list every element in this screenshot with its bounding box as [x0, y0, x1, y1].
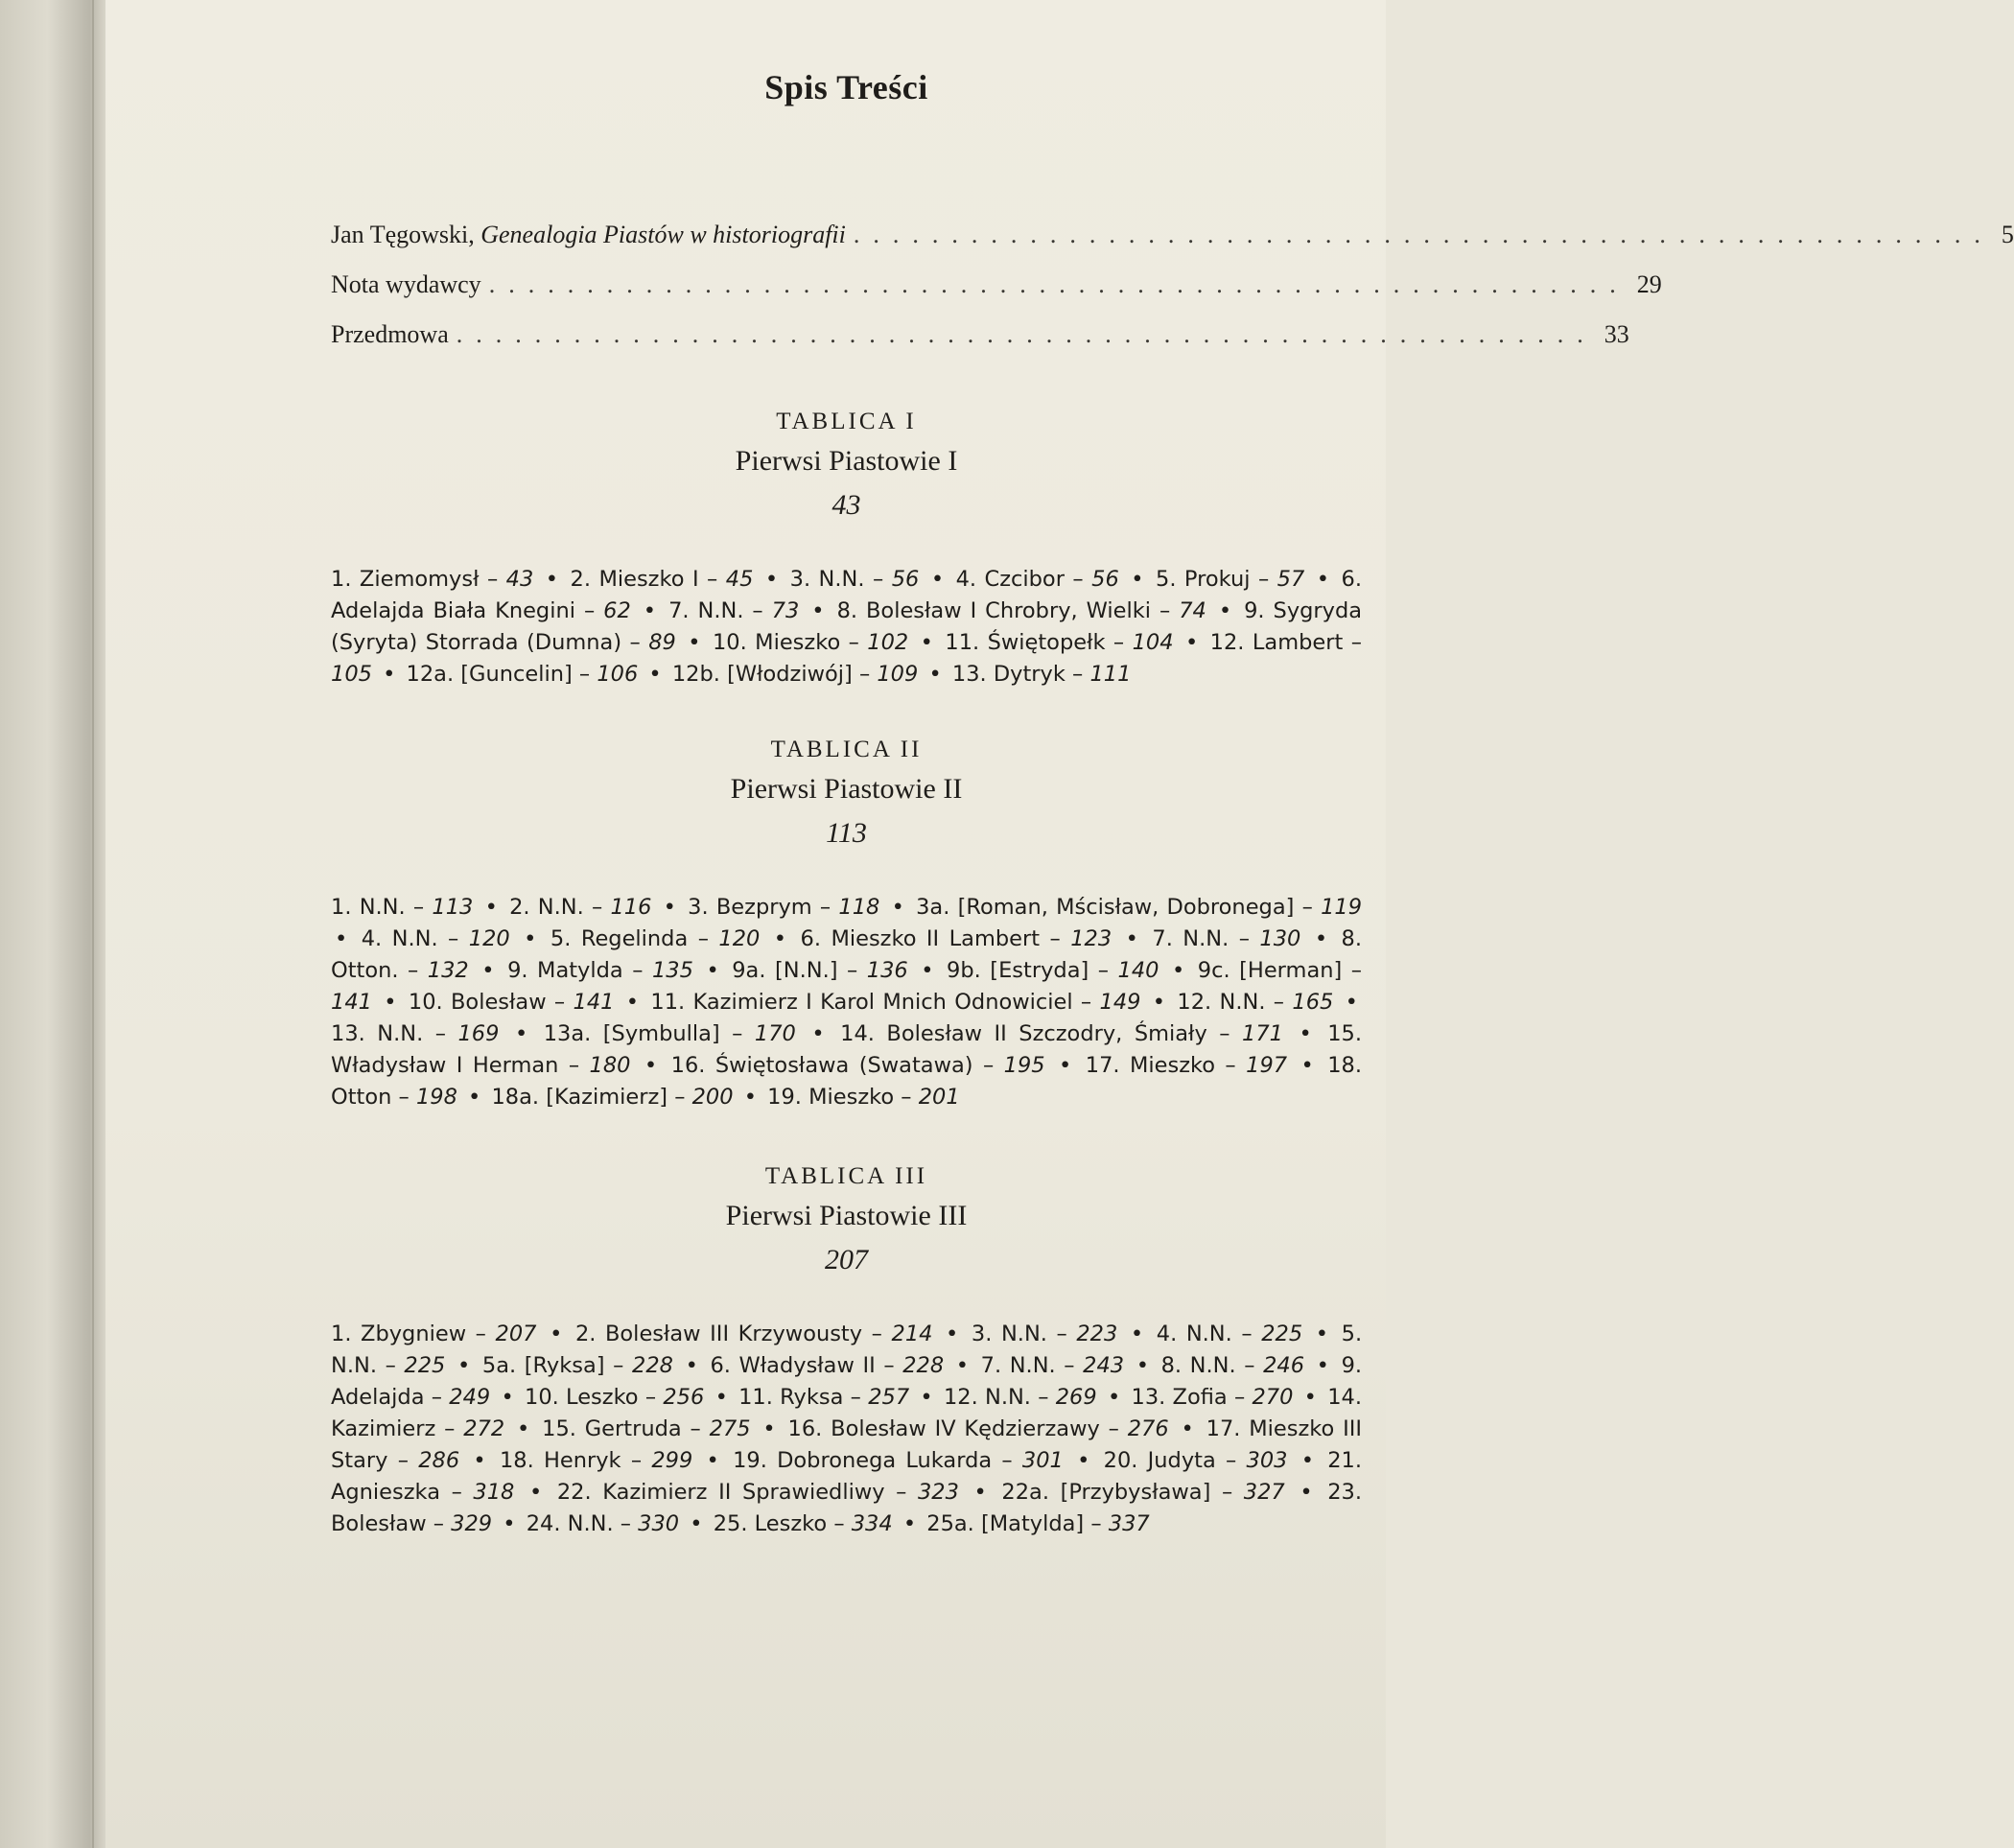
bullet-separator: • — [1059, 1053, 1072, 1078]
entry-name: 4. N.N. – — [361, 926, 469, 951]
entry-name: 12. Lambert – — [1209, 630, 1362, 655]
entry-name: 13. Dytryk – — [951, 662, 1090, 687]
section-label: TABLICA II — [770, 737, 923, 762]
toc-author: Jan Tęgowski, — [331, 221, 481, 248]
entry-page: 225 — [404, 1353, 446, 1378]
entry-page: 327 — [1243, 1480, 1285, 1505]
bullet-separator: • — [524, 926, 537, 951]
entry-page: 169 — [457, 1021, 500, 1046]
entry-name: 6. Adelajda Biała Knegini – — [331, 567, 1362, 623]
entry-name: 9. Adelajda – — [331, 1353, 1363, 1410]
entry-page: 299 — [651, 1448, 693, 1473]
entry-name: 14. Bolesław II Szczodry, Śmiały – — [840, 1021, 1242, 1046]
leader-dots: .......................................................... — [853, 221, 1994, 248]
entry-item — [947, 958, 1159, 983]
entry-name: 12a. [Guncelin] – — [406, 662, 597, 687]
entry-name: 22a. [Przybysława] – — [1001, 1480, 1244, 1505]
entry-item — [801, 926, 1112, 951]
entry-page: 113 — [432, 895, 474, 920]
entry-name: 4. N.N. – — [1156, 1322, 1262, 1346]
bullet-separator: • — [955, 1353, 970, 1378]
bullet-separator: • — [644, 1053, 658, 1078]
entry-name: 25. Leszko – — [713, 1511, 852, 1536]
entry-item — [409, 990, 615, 1015]
section-page: 113 — [826, 817, 867, 849]
entry-name: 6. Władysław II – — [710, 1353, 903, 1378]
entry-item — [837, 598, 1206, 623]
entry-name: 18. Otton – — [331, 1053, 1363, 1110]
entry-item — [509, 895, 651, 920]
entry-page: 214 — [891, 1322, 933, 1346]
entry-name: 9. Matylda – — [507, 958, 652, 983]
bullet-separator: • — [1218, 598, 1232, 623]
entry-page: 249 — [449, 1385, 491, 1410]
entry-page: 170 — [754, 1021, 796, 1046]
toc-page: 33 — [1604, 320, 1629, 348]
bullet-separator: • — [503, 1511, 516, 1536]
bullet-separator: • — [1172, 958, 1185, 983]
entry-name: 14. Kazimierz – — [331, 1385, 1363, 1441]
entry-page: 105 — [331, 662, 372, 687]
bullet-separator: • — [690, 1511, 703, 1536]
entry-item — [1156, 567, 1304, 592]
entry-item — [1086, 1053, 1287, 1078]
entry-page: 323 — [917, 1480, 959, 1505]
entry-item — [733, 1448, 1064, 1473]
entry-name: 23. Bolesław – — [331, 1480, 1363, 1536]
section-label: TABLICA III — [764, 1163, 928, 1189]
bullet-separator: • — [1131, 567, 1144, 592]
entry-page: 246 — [1263, 1353, 1305, 1378]
toc-title: Genealogia Piastów w historiografii — [480, 221, 846, 248]
entry-page: 43 — [505, 567, 534, 592]
entry-name: 8. N.N. – — [1160, 1353, 1264, 1378]
entry-name: 3. Bezprym – — [688, 895, 839, 920]
entry-page: 116 — [610, 895, 652, 920]
entry-page: 141 — [331, 990, 372, 1015]
toc-page: 5 — [2001, 221, 2014, 248]
bullet-separator: • — [1303, 1385, 1317, 1410]
bullet-separator: • — [1107, 1385, 1121, 1410]
entry-name: 19. Mieszko – — [767, 1085, 919, 1110]
bullet-separator: • — [714, 1385, 728, 1410]
entry-page: 276 — [1127, 1416, 1169, 1441]
entry-page: 195 — [1003, 1053, 1045, 1078]
entry-item — [732, 958, 908, 983]
entry-item — [407, 662, 639, 687]
toc-label — [331, 221, 846, 249]
entry-name: 13a. [Symbulla] – — [543, 1021, 755, 1046]
bullet-separator: • — [688, 630, 701, 655]
entry-name: 1. Zbygniew – — [331, 1322, 496, 1346]
bullet-separator: • — [473, 1448, 486, 1473]
entry-page: 120 — [718, 926, 761, 951]
bullet-separator: • — [973, 1480, 987, 1505]
entry-item — [1161, 1353, 1304, 1378]
section-label: TABLICA I — [776, 409, 917, 434]
bullet-separator: • — [920, 1385, 933, 1410]
entry-page: 171 — [1242, 1021, 1283, 1046]
bullet-separator: • — [1300, 1480, 1313, 1505]
entry-page: 257 — [868, 1385, 910, 1410]
bullet-separator: • — [648, 662, 662, 687]
entry-page: 197 — [1246, 1053, 1288, 1078]
bullet-separator: • — [1181, 1416, 1194, 1441]
entry-page: 337 — [1108, 1511, 1150, 1536]
entry-page: 89 — [648, 630, 676, 655]
section-page: 207 — [825, 1244, 868, 1275]
bullet-separator: • — [685, 1353, 698, 1378]
entry-item — [714, 1511, 893, 1536]
entry-name: 5. Regelinda – — [550, 926, 719, 951]
entry-name: 11. Ryksa – — [738, 1385, 869, 1410]
entry-item — [1132, 1385, 1294, 1410]
entry-item — [527, 1511, 679, 1536]
entry-page: 109 — [877, 662, 919, 687]
entry-name: 12. N.N. – — [1177, 990, 1293, 1015]
entry-item — [790, 567, 920, 592]
entry-page: 275 — [709, 1416, 751, 1441]
entry-item — [525, 1385, 704, 1410]
entry-name: 18a. [Kazimierz] – — [491, 1085, 692, 1110]
entry-name: 1. Ziemomysł – — [331, 567, 506, 592]
section-tablica-2 — [331, 737, 1362, 1113]
entry-item — [981, 1353, 1124, 1378]
entry-page: 56 — [1091, 567, 1119, 592]
entry-item — [710, 1353, 944, 1378]
section-title: Pierwsi Piastowie I — [735, 445, 958, 477]
entry-page: 132 — [427, 958, 469, 983]
entry-name: 1. N.N. – — [331, 895, 433, 920]
entry-name: 10. Mieszko – — [712, 630, 868, 655]
entry-item — [575, 1322, 933, 1346]
entry-page: 329 — [451, 1511, 493, 1536]
entry-page: 140 — [1117, 958, 1159, 983]
entry-item — [1177, 990, 1333, 1015]
entry-item — [544, 1021, 796, 1046]
bullet-separator: • — [528, 1480, 543, 1505]
entry-item — [672, 662, 918, 687]
entry-page: 303 — [1246, 1448, 1288, 1473]
entry-name: 10. Bolesław – — [408, 990, 574, 1015]
entry-item — [650, 990, 1140, 1015]
entry-name: 13. N.N. – — [331, 1021, 458, 1046]
bullet-separator: • — [481, 958, 495, 983]
entry-name: 17. Mieszko III Stary – — [331, 1416, 1363, 1473]
entry-page: 301 — [1021, 1448, 1064, 1473]
entry-name: 3. N.N. – — [789, 567, 892, 592]
entry-page: 225 — [1261, 1322, 1303, 1346]
entry-page: 57 — [1276, 567, 1305, 592]
entry-name: 22. Kazimierz II Sprawiedliwy – — [556, 1480, 918, 1505]
entry-name: 9b. [Estryda] – — [947, 958, 1118, 983]
entry-page: 330 — [638, 1511, 680, 1536]
entry-name: 11. Świętopełk – — [945, 630, 1133, 655]
bullet-separator: • — [811, 1021, 825, 1046]
bullet-separator: • — [550, 1322, 563, 1346]
entry-page: 45 — [725, 567, 754, 592]
section-tablica-3 — [331, 1163, 1362, 1540]
bullet-separator: • — [1300, 1053, 1314, 1078]
entry-item — [952, 662, 1132, 687]
entry-page: 56 — [891, 567, 920, 592]
bullet-separator: • — [1136, 1353, 1149, 1378]
entry-item — [482, 1353, 673, 1378]
entry-name: 7. N.N. – — [980, 1353, 1084, 1378]
entry-name: 12b. [Włodziwój] – — [671, 662, 878, 687]
entry-list — [331, 1319, 1362, 1540]
bullet-separator: • — [921, 958, 934, 983]
bullet-separator: • — [920, 630, 933, 655]
entry-item — [767, 1085, 959, 1110]
page-content — [331, 67, 2014, 1540]
bullet-separator: • — [501, 1385, 514, 1410]
bullet-separator: • — [1077, 1448, 1090, 1473]
entry-item — [542, 1416, 750, 1441]
bullet-separator: • — [762, 1416, 776, 1441]
bullet-separator: • — [383, 662, 396, 687]
entry-page: 198 — [415, 1085, 457, 1110]
bullet-separator: • — [663, 895, 676, 920]
entry-item — [362, 926, 510, 951]
entry-name: 2. Mieszko I – — [570, 567, 726, 592]
entry-name: 24. N.N. – — [526, 1511, 639, 1536]
entry-name: 25a. [Matylda] – — [926, 1511, 1109, 1536]
entry-item — [491, 1085, 733, 1110]
bullet-separator: • — [811, 598, 825, 623]
entry-page: 286 — [418, 1448, 460, 1473]
entry-list — [331, 564, 1362, 690]
entry-item — [972, 1322, 1117, 1346]
bullet-separator: • — [1300, 1448, 1314, 1473]
entry-page: 334 — [851, 1511, 893, 1536]
entry-page: 256 — [663, 1385, 705, 1410]
toc-label: Nota wydawcy — [331, 270, 481, 298]
entry-name: 21. Agnieszka – — [331, 1448, 1363, 1505]
entry-name: 2. Bolesław III Krzywousty – — [574, 1322, 892, 1346]
bullet-separator: • — [517, 1416, 530, 1441]
entry-item — [671, 1053, 1045, 1078]
entry-name: 3. N.N. – — [971, 1322, 1077, 1346]
entry-item — [331, 567, 533, 592]
leader-dots: .......................................................... — [456, 320, 1597, 348]
entry-page: 120 — [468, 926, 510, 951]
entry-name: 7. N.N. – — [668, 598, 772, 623]
bullet-separator: • — [902, 1511, 917, 1536]
entry-page: 228 — [632, 1353, 673, 1378]
entry-page: 223 — [1076, 1322, 1118, 1346]
section-page: 43 — [831, 489, 861, 521]
entry-item — [926, 1511, 1149, 1536]
page-title: Spis Treści — [764, 68, 928, 106]
entry-item — [688, 895, 879, 920]
section-title: Pierwsi Piastowie III — [725, 1200, 968, 1231]
bullet-separator: • — [928, 662, 942, 687]
bullet-separator: • — [1314, 926, 1328, 951]
bullet-separator: • — [946, 1322, 959, 1346]
entry-item — [331, 895, 473, 920]
entry-name: 10. Leszko – — [525, 1385, 664, 1410]
entry-item — [1152, 926, 1300, 951]
bullet-separator: • — [514, 1021, 528, 1046]
entry-name: 12. N.N. – — [943, 1385, 1056, 1410]
entry-name: 2. N.N. – — [509, 895, 611, 920]
entry-item — [507, 958, 693, 983]
bullet-separator: • — [335, 926, 348, 951]
entry-name: 17. Mieszko – — [1085, 1053, 1247, 1078]
bullet-separator: • — [384, 990, 397, 1015]
entry-page: 228 — [902, 1353, 945, 1378]
bullet-separator: • — [468, 1085, 481, 1110]
entry-page: 102 — [867, 630, 909, 655]
entry-page: 318 — [473, 1480, 515, 1505]
entry-item — [668, 598, 799, 623]
section-tablica-1 — [331, 409, 1362, 690]
bullet-separator: • — [1152, 990, 1166, 1015]
entry-item — [571, 567, 754, 592]
toc-label: Przedmowa — [331, 320, 449, 348]
entry-name: 6. Mieszko II Lambert – — [800, 926, 1071, 951]
entry-page: 272 — [463, 1416, 505, 1441]
entry-page: 62 — [603, 598, 631, 623]
entry-item — [331, 1021, 499, 1046]
toc-row — [331, 320, 1629, 370]
entry-name: 20. Judyta – — [1103, 1448, 1247, 1473]
entry-name: 9a. [N.N.] – — [732, 958, 867, 983]
bullet-separator: • — [773, 926, 787, 951]
toc-list — [331, 221, 2014, 370]
bullet-separator: • — [1299, 1021, 1312, 1046]
entry-name: 16. Bolesław IV Kędzierzawy – — [787, 1416, 1128, 1441]
entry-name: 15. Gertruda – — [542, 1416, 710, 1441]
entry-name: 5a. [Ryksa] – — [481, 1353, 633, 1378]
entry-item — [956, 567, 1119, 592]
entry-item — [738, 1385, 909, 1410]
entry-list — [331, 892, 1362, 1113]
entry-page: 74 — [1179, 598, 1206, 623]
entry-item — [331, 1322, 536, 1346]
bullet-separator: • — [1125, 926, 1138, 951]
entry-name: 9c. [Herman] – — [1197, 958, 1363, 983]
entry-name: 3a. [Roman, Mścisław, Dobronega] – — [916, 895, 1322, 920]
bullet-separator: • — [764, 567, 779, 592]
entry-name: 9. Sygryda (Syryta) Storrada (Dumna) – — [331, 598, 1363, 655]
bullet-separator: • — [1345, 990, 1358, 1015]
entry-page: 130 — [1259, 926, 1301, 951]
bullet-separator: • — [1316, 567, 1330, 592]
bullet-separator: • — [1184, 630, 1199, 655]
section-title: Pierwsi Piastowie II — [730, 773, 963, 805]
toc-row — [331, 270, 1662, 320]
entry-page: 270 — [1252, 1385, 1294, 1410]
entry-item — [1157, 1322, 1302, 1346]
gutter-line — [92, 0, 94, 1848]
entry-page: 149 — [1099, 990, 1141, 1015]
bullet-separator: • — [545, 567, 559, 592]
entry-page: 104 — [1132, 630, 1174, 655]
entry-page: 118 — [838, 895, 880, 920]
entry-page: 106 — [597, 662, 639, 687]
entry-item — [500, 1448, 692, 1473]
entry-name: 18. Henryk – — [499, 1448, 652, 1473]
entry-name: 16. Świętosława (Swatawa) – — [670, 1053, 1004, 1078]
entry-item — [557, 1480, 959, 1505]
entry-page: 201 — [918, 1085, 960, 1110]
entry-page: 141 — [573, 990, 615, 1015]
book-spine — [0, 0, 105, 1848]
entry-page: 269 — [1055, 1385, 1097, 1410]
entry-name: 15. Władysław I Herman – — [331, 1021, 1363, 1078]
bullet-separator: • — [706, 958, 719, 983]
bullet-separator: • — [625, 990, 640, 1015]
entry-name: 4. Czcibor – — [955, 567, 1092, 592]
bullet-separator: • — [643, 598, 657, 623]
entry-item — [1001, 1480, 1284, 1505]
entry-item — [713, 630, 908, 655]
entry-item — [916, 895, 1362, 920]
entry-item — [788, 1416, 1169, 1441]
entry-name: 7. N.N. – — [1152, 926, 1260, 951]
entry-page: 200 — [691, 1085, 734, 1110]
entry-page: 207 — [495, 1322, 537, 1346]
entry-name: 5. Prokuj – — [1156, 567, 1277, 592]
entry-name: 13. Zofia – — [1131, 1385, 1253, 1410]
toc-row — [331, 221, 2014, 270]
bullet-separator: • — [706, 1448, 719, 1473]
toc-page: 29 — [1636, 270, 1662, 298]
bullet-separator: • — [930, 567, 945, 592]
bullet-separator: • — [1316, 1353, 1329, 1378]
entry-page: 136 — [866, 958, 908, 983]
entry-item — [840, 1021, 1283, 1046]
entry-page: 165 — [1292, 990, 1334, 1015]
entry-item — [944, 1385, 1097, 1410]
entry-page: 119 — [1321, 895, 1363, 920]
entry-page: 111 — [1089, 662, 1132, 687]
entry-name: 8. Bolesław I Chrobry, Wielki – — [836, 598, 1180, 623]
bullet-separator: • — [1130, 1322, 1144, 1346]
entry-page: 243 — [1083, 1353, 1125, 1378]
entry-name: 8. Otton. – — [331, 926, 1363, 983]
bullet-separator: • — [1315, 1322, 1329, 1346]
bullet-separator: • — [743, 1085, 757, 1110]
leader-dots: .......................................................... — [488, 270, 1629, 298]
entry-name: 19. Dobronega Lukarda – — [733, 1448, 1022, 1473]
entry-item — [550, 926, 760, 951]
bullet-separator: • — [484, 895, 498, 920]
entry-item — [945, 630, 1173, 655]
bullet-separator: • — [891, 895, 904, 920]
entry-name: 5. N.N. – — [331, 1322, 1363, 1378]
entry-name: 11. Kazimierz I Karol Mnich Odnowiciel – — [650, 990, 1100, 1015]
book-page — [105, 0, 2014, 1848]
entry-page: 123 — [1070, 926, 1112, 951]
entry-item — [1104, 1448, 1288, 1473]
entry-page: 180 — [589, 1053, 631, 1078]
entry-page: 135 — [651, 958, 693, 983]
bullet-separator: • — [457, 1353, 471, 1378]
entry-page: 73 — [771, 598, 800, 623]
